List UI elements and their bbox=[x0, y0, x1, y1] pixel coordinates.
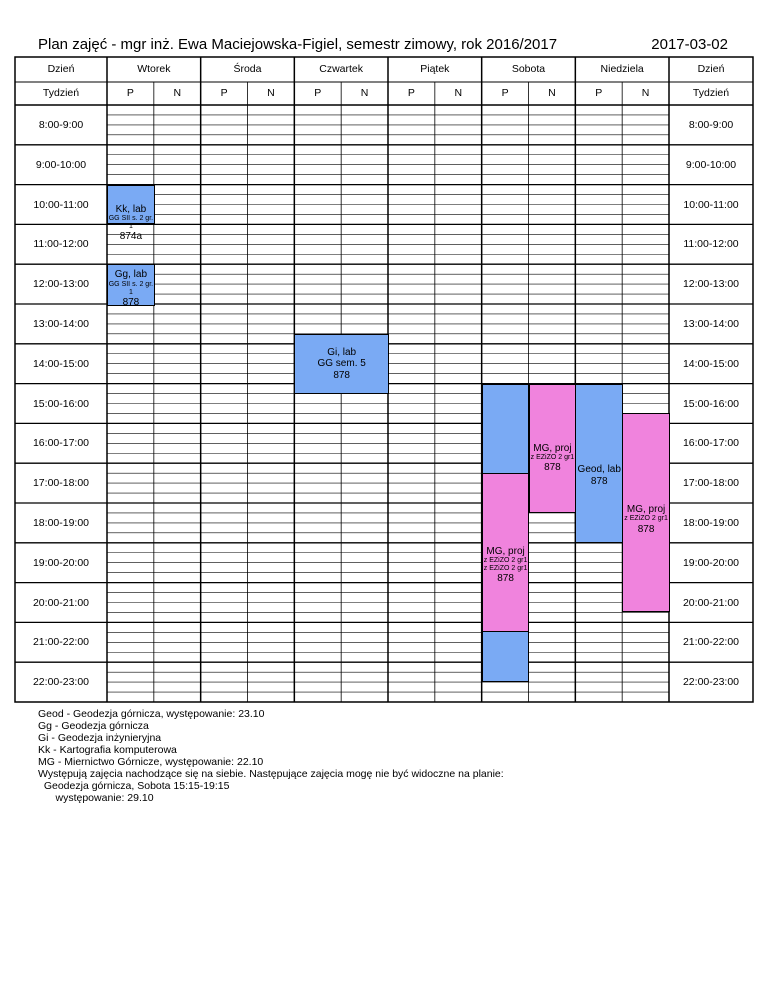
note-line: Geodezja górnicza, Sobota 15:15-19:15 bbox=[38, 780, 230, 792]
hour-label: 9:00-10:00 bbox=[685, 158, 737, 171]
event-room: 878 bbox=[497, 573, 514, 585]
hour-label: 22:00-23:00 bbox=[682, 676, 740, 689]
event-group: GG SII s. 2 gr. 1 bbox=[108, 280, 154, 296]
hour-label: 13:00-14:00 bbox=[682, 317, 740, 330]
header-day-3: Piątek bbox=[420, 63, 450, 75]
header-day-label: Dzień bbox=[47, 63, 75, 75]
event-group: z EZiZO 2 gr1 z EZiZO 2 gr1 bbox=[483, 557, 528, 573]
header-week-p: P bbox=[501, 87, 509, 99]
hour-label: 9:00-10:00 bbox=[35, 158, 87, 171]
hour-label: 17:00-18:00 bbox=[682, 477, 740, 490]
hour-label: 18:00-19:00 bbox=[32, 516, 90, 529]
hour-label: 21:00-22:00 bbox=[682, 636, 740, 649]
header-week-p: P bbox=[407, 87, 415, 99]
event-block[interactable] bbox=[482, 473, 530, 632]
event-group: GG sem. 5 bbox=[317, 358, 366, 370]
hour-label: 14:00-15:00 bbox=[32, 357, 90, 370]
legend-item: Gg - Geodezja górnicza bbox=[38, 720, 149, 732]
hour-label: 13:00-14:00 bbox=[32, 317, 90, 330]
hour-label: 12:00-13:00 bbox=[682, 278, 740, 291]
header-week-n: N bbox=[454, 87, 463, 99]
header-week-label: Tydzień bbox=[692, 87, 730, 99]
event-group: z EZiZO 2 gr1 bbox=[624, 515, 668, 523]
event-room: 878 bbox=[590, 475, 608, 487]
legend-item: Geod - Geodezja górnicza, występowanie: 23.10 bbox=[38, 708, 265, 720]
legend bbox=[38, 708, 264, 768]
note-line: występowanie: 29.10 bbox=[38, 792, 154, 804]
overlap-notes bbox=[38, 768, 504, 804]
event-block[interactable] bbox=[575, 384, 623, 543]
event-title: MG, proj bbox=[486, 545, 525, 557]
event-room: 878 bbox=[333, 369, 350, 381]
hour-label: 10:00-11:00 bbox=[683, 198, 739, 211]
event-title: Gi, lab bbox=[327, 346, 357, 358]
hour-label: 10:00-11:00 bbox=[33, 198, 89, 211]
event-room: 878 bbox=[637, 523, 655, 535]
hour-label: 8:00-9:00 bbox=[688, 118, 734, 131]
event-group: GG SII s. 2 gr. 1 bbox=[108, 215, 154, 231]
event-block[interactable] bbox=[529, 384, 577, 513]
header-week-n: N bbox=[267, 87, 275, 99]
hour-label: 20:00-21:00 bbox=[32, 596, 90, 609]
hour-label: 12:00-13:00 bbox=[32, 278, 90, 291]
note-line: Występują zajęcia nachodzące się na siebie. Następujące zajęcia mogę nie być widoczne na planie: bbox=[38, 768, 504, 780]
event-block[interactable] bbox=[294, 334, 389, 394]
event-group: z EZiZO 2 gr1 bbox=[530, 454, 575, 462]
event-title: MG, proj bbox=[626, 503, 666, 515]
event-block[interactable] bbox=[107, 185, 155, 243]
hour-label: 11:00-12:00 bbox=[683, 238, 739, 251]
hour-label: 15:00-16:00 bbox=[682, 397, 740, 410]
header-day-label: Dzień bbox=[697, 63, 725, 75]
hour-label: 14:00-15:00 bbox=[682, 357, 740, 370]
header-week-p: P bbox=[126, 87, 134, 99]
legend-item: Gi - Geodezja inżynieryjna bbox=[38, 732, 162, 744]
event-title: MG, proj bbox=[533, 442, 572, 454]
event-room: 874a bbox=[119, 231, 143, 243]
event-block[interactable] bbox=[107, 264, 155, 306]
header-day-0: Wtorek bbox=[137, 63, 171, 75]
hour-label: 18:00-19:00 bbox=[682, 516, 740, 529]
header-week-p: P bbox=[595, 87, 603, 99]
header-day-4: Sobota bbox=[511, 63, 546, 75]
event-title: Kk, lab bbox=[115, 203, 147, 215]
hour-label: 15:00-16:00 bbox=[32, 397, 90, 410]
page-date: 2017-03-02 bbox=[651, 36, 728, 53]
header-day-1: Środa bbox=[233, 63, 262, 75]
header-week-label: Tydzień bbox=[42, 87, 80, 99]
event-title: Geod, lab bbox=[577, 464, 621, 476]
header-week-p: P bbox=[220, 87, 228, 99]
hour-label: 22:00-23:00 bbox=[32, 676, 90, 689]
event-title: Gg, lab bbox=[114, 269, 148, 281]
header-week-n: N bbox=[548, 87, 556, 99]
legend-item: MG - Miernictwo Górnicze, występowanie: 22.10 bbox=[38, 756, 264, 768]
hour-label: 19:00-20:00 bbox=[682, 556, 740, 569]
event-room: 878 bbox=[544, 462, 561, 474]
hour-label: 11:00-12:00 bbox=[33, 238, 89, 251]
event-block[interactable] bbox=[622, 413, 670, 612]
header-week-n: N bbox=[173, 87, 182, 99]
hour-label: 17:00-18:00 bbox=[32, 477, 90, 490]
hour-label: 19:00-20:00 bbox=[32, 556, 90, 569]
hour-label: 16:00-17:00 bbox=[682, 437, 740, 450]
page-title: Plan zajęć - mgr inż. Ewa Maciejowska-Figiel, semestr zimowy, rok 2016/2017 bbox=[38, 36, 558, 53]
legend-item: Kk - Kartografia komputerowa bbox=[38, 744, 177, 756]
hour-label: 8:00-9:00 bbox=[38, 118, 84, 131]
event-room: 878 bbox=[122, 296, 140, 308]
header-week-n: N bbox=[641, 87, 650, 99]
header-week-n: N bbox=[360, 87, 369, 99]
hour-label: 21:00-22:00 bbox=[32, 636, 90, 649]
header-week-p: P bbox=[314, 87, 322, 99]
header-day-2: Czwartek bbox=[319, 63, 364, 75]
header-day-5: Niedziela bbox=[600, 63, 644, 75]
hour-label: 16:00-17:00 bbox=[32, 437, 90, 450]
hour-label: 20:00-21:00 bbox=[682, 596, 740, 609]
